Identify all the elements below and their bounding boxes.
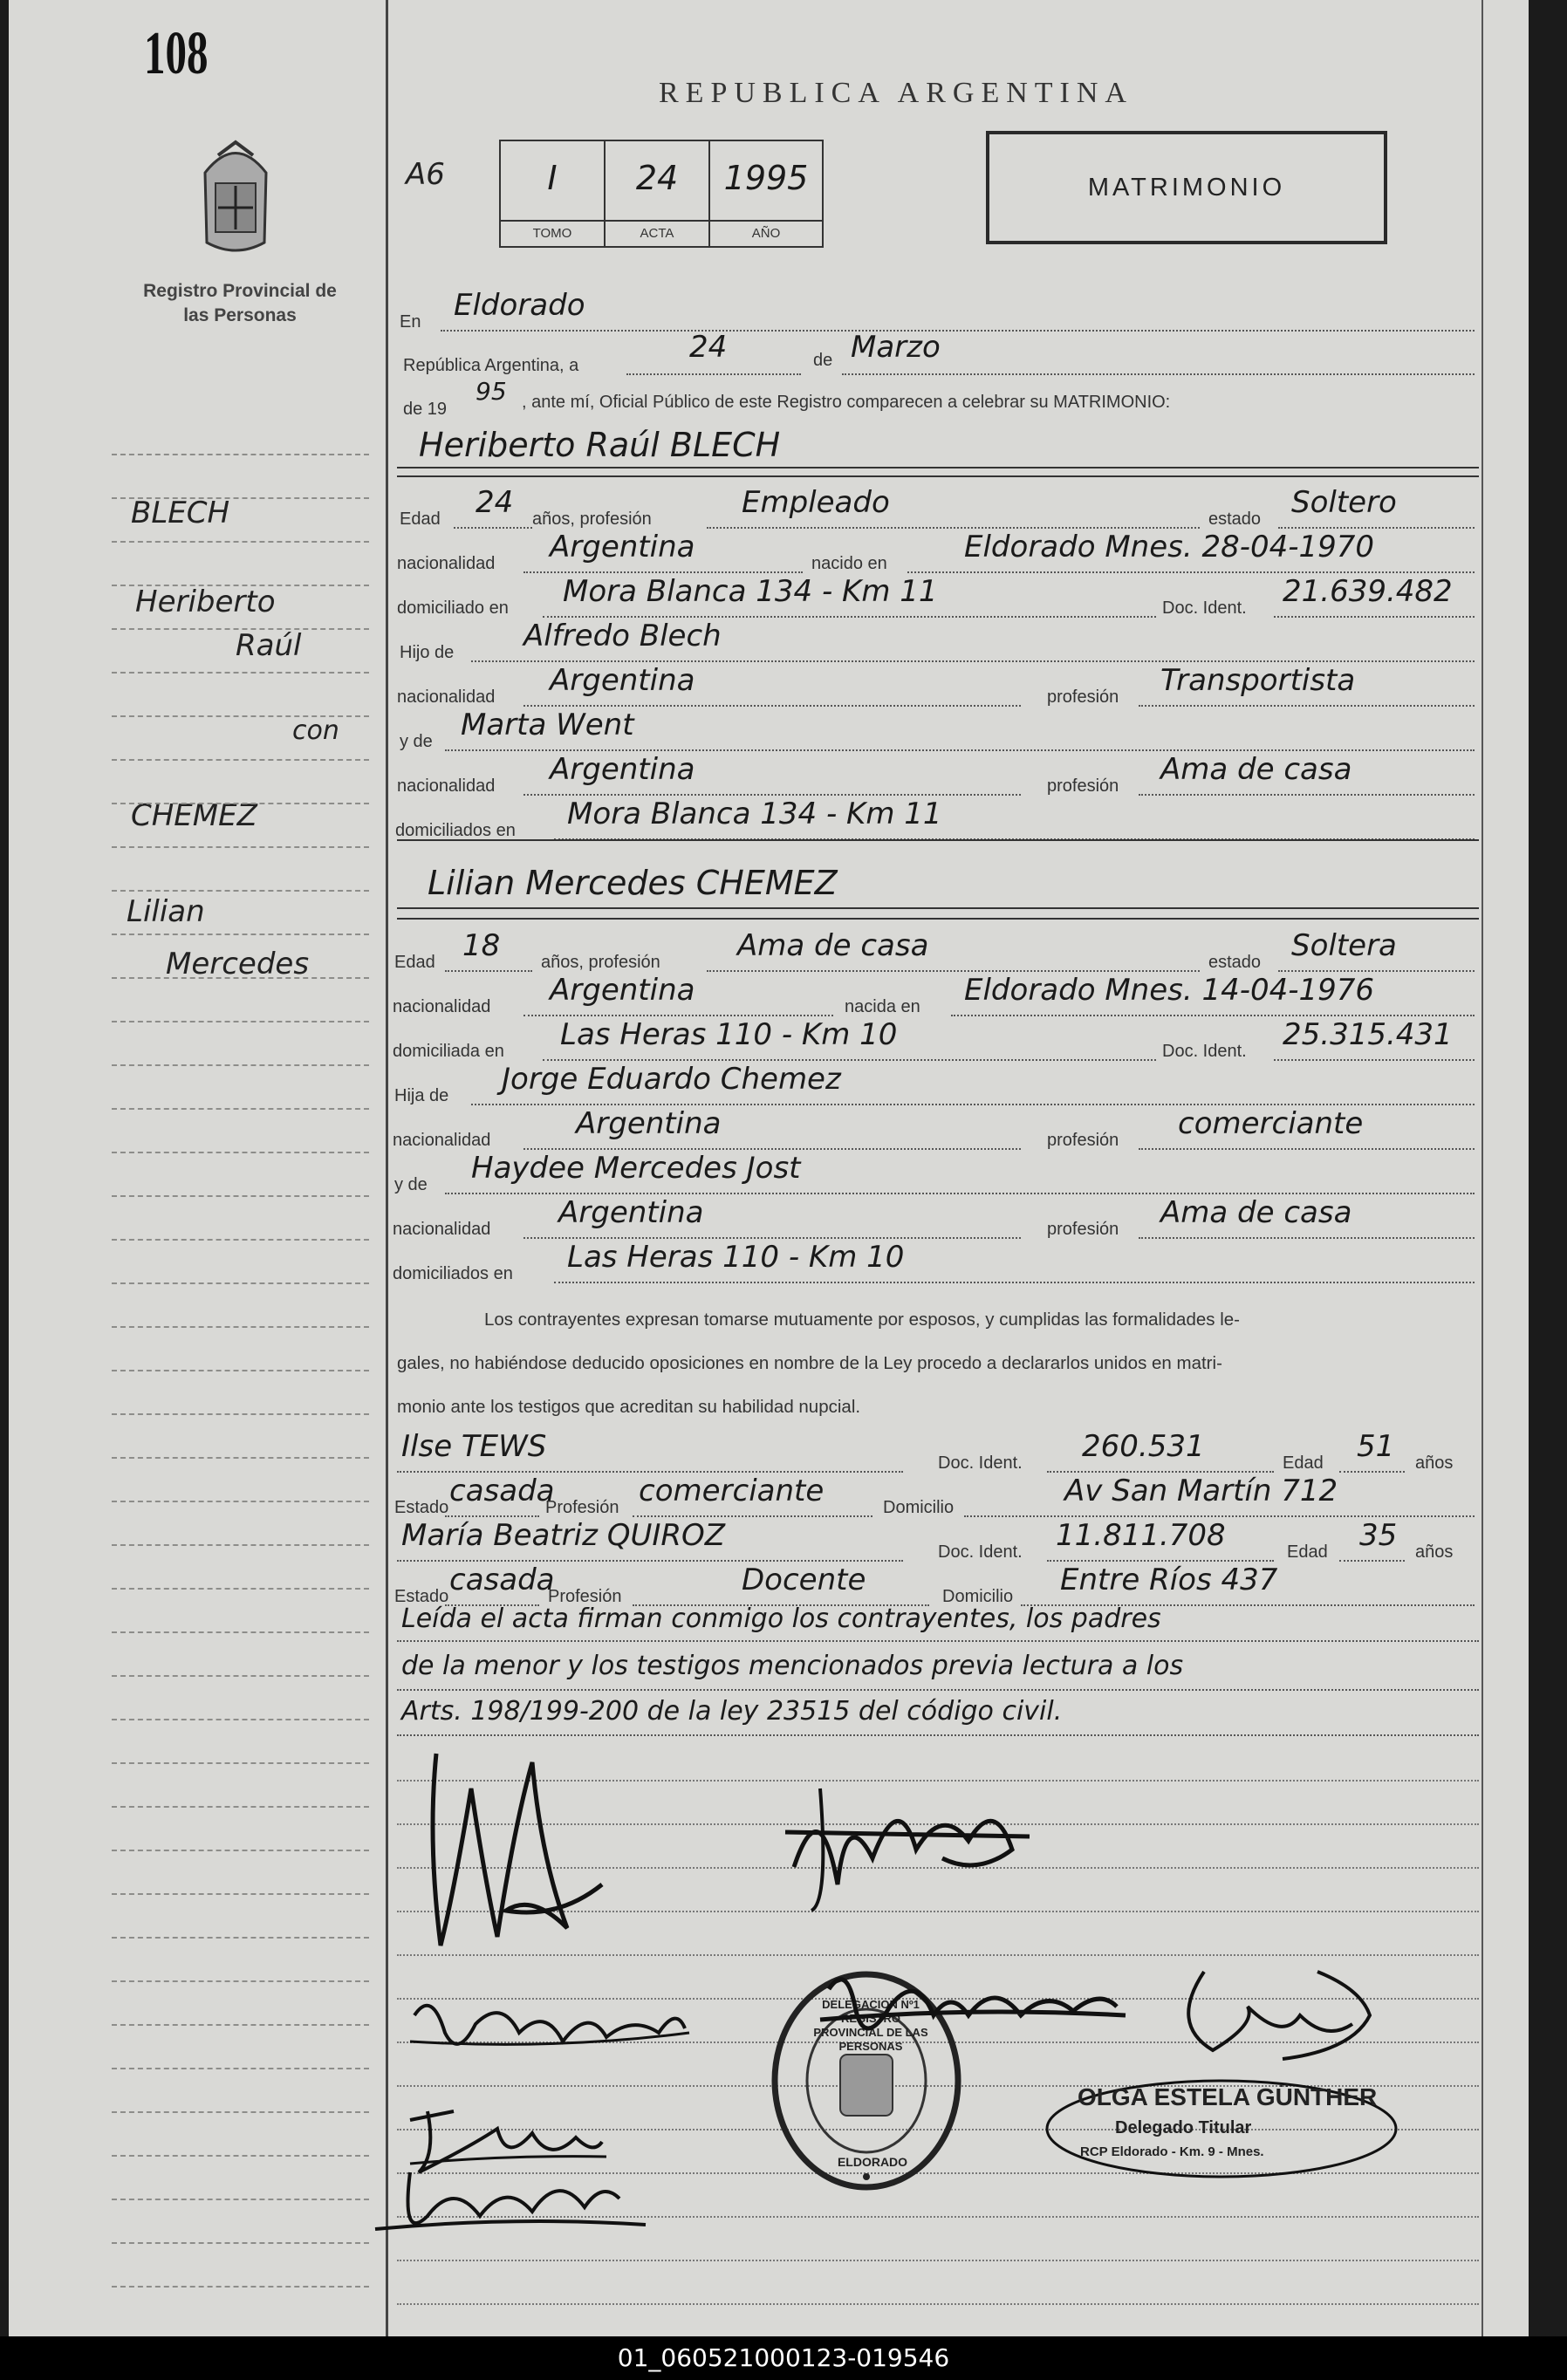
witness2-estado-label: Estado xyxy=(394,1587,449,1606)
groom-nacionalidad-label: nacionalidad xyxy=(397,554,496,573)
signature-official-2 xyxy=(1152,1954,1387,2076)
bride-nacionalidad-value: Argentina xyxy=(550,973,695,1008)
bride-name-line-2 xyxy=(397,918,1479,920)
groom-padre_prof-label: profesión xyxy=(1047,687,1119,707)
margin-rule xyxy=(112,2024,369,2026)
groom-profesion-line xyxy=(707,527,1200,529)
margin-rule xyxy=(112,628,369,630)
margin-rule xyxy=(112,1806,369,1808)
groom-madre_prof-value: Ama de casa xyxy=(1160,752,1352,787)
bride-domicilio-value: Las Heras 110 - Km 10 xyxy=(560,1017,898,1052)
margin-rule xyxy=(112,1282,369,1284)
margin-rule xyxy=(112,497,369,499)
acta-reference-box xyxy=(499,140,824,248)
witness2-doc-line xyxy=(1047,1560,1274,1562)
groom-padre_nac-value: Argentina xyxy=(550,663,695,698)
witness2-domicilio-label: Domicilio xyxy=(942,1587,1014,1606)
groom-padre_prof-value: Transportista xyxy=(1160,663,1356,698)
day-line xyxy=(626,373,801,375)
groom-edad-line xyxy=(454,527,532,529)
groom-madre_prof-line xyxy=(1139,794,1475,796)
witness1-domicilio-line xyxy=(964,1515,1475,1517)
acta-value: 24 xyxy=(635,159,679,197)
margin-rule xyxy=(112,1064,369,1066)
witness1-edad-line xyxy=(1339,1471,1405,1473)
tomo-cell xyxy=(501,141,606,220)
margin-rule xyxy=(112,1762,369,1764)
groom-domicilio-label: domiciliado en xyxy=(397,598,509,618)
bride-doc-value: 25.315.431 xyxy=(1283,1017,1453,1052)
margin-rule xyxy=(112,1937,369,1939)
margin-rule xyxy=(112,1152,369,1153)
bride-padre_nac-line xyxy=(523,1148,1021,1150)
place-line xyxy=(441,330,1475,332)
groom-padres_dom-value: Mora Blanca 134 - Km 11 xyxy=(567,797,942,831)
signature-official-1 xyxy=(768,1754,1047,1928)
acta-label: ACTA xyxy=(606,220,710,246)
bride-domicilio-line xyxy=(543,1059,1156,1061)
month-de-label: de xyxy=(813,351,833,370)
closing-rule-1 xyxy=(397,1640,1479,1642)
groom-doc-value: 21.639.482 xyxy=(1283,574,1453,609)
official-office: RCP Eldorado - Km. 9 - Mnes. xyxy=(1080,2144,1264,2159)
witness1-profesion-label: Profesión xyxy=(545,1498,619,1517)
margin-name-groom-1: Heriberto xyxy=(135,585,276,619)
groom-edad-label: Edad xyxy=(400,510,441,529)
bride-doc-label: Doc. Ident. xyxy=(1162,1042,1247,1061)
bride-nacida-value: Eldorado Mnes. 14-04-1976 xyxy=(964,973,1375,1008)
groom-padre_nac-line xyxy=(523,705,1021,707)
signature-groom xyxy=(401,1736,628,1980)
groom-estado-line xyxy=(1278,527,1475,529)
margin-rule xyxy=(112,2111,369,2113)
margin-rule xyxy=(112,541,369,543)
right-divider xyxy=(1481,0,1483,2336)
ano-value: 1995 xyxy=(723,159,809,197)
registry-name: Registro Provincial de las Personas xyxy=(143,281,337,325)
bride-edad-line xyxy=(445,970,532,972)
margin-rule xyxy=(112,934,369,935)
margin-rule xyxy=(112,2286,369,2288)
margin-rule xyxy=(112,1326,369,1328)
witness1-name-line xyxy=(397,1471,903,1473)
margin-rule xyxy=(112,1719,369,1720)
margin-rule xyxy=(112,846,369,848)
margin-rule xyxy=(112,2068,369,2069)
bride-padre_prof-value: comerciante xyxy=(1178,1106,1364,1141)
declaration-line-3: monio ante los testigos que acreditan su habilidad nupcial. xyxy=(397,1397,861,1417)
month-value: Marzo xyxy=(851,330,941,365)
margin-rule xyxy=(112,977,369,979)
margin-rule xyxy=(112,715,369,717)
closing-line-2: de la menor y los testigos mencionados previa lectura a los xyxy=(401,1651,1184,1681)
tomo-label: TOMO xyxy=(501,220,606,246)
bride-edad-value: 18 xyxy=(462,928,501,963)
witness1-anos-label: años xyxy=(1415,1453,1454,1473)
margin-rule xyxy=(112,1195,369,1197)
groom-padre_prof-line xyxy=(1139,705,1475,707)
document-type-box: MATRIMONIO xyxy=(986,131,1387,244)
groom-profesion-label: años, profesión xyxy=(532,510,652,529)
groom-domicilio-line xyxy=(543,616,1156,618)
margin-rule xyxy=(112,1631,369,1633)
year-prefix: de 19 xyxy=(403,400,448,419)
signature-witness-2 xyxy=(358,2155,654,2251)
groom-edad-value: 24 xyxy=(476,485,514,520)
bride-profesion-value: Ama de casa xyxy=(737,928,929,963)
bride-domicilio-label: domiciliada en xyxy=(393,1042,504,1061)
seal-text: DELEGACION Nº1 REGISTRO PROVINCIAL DE LAS PERSONAS xyxy=(813,1998,928,2053)
bride-madre_nac-label: nacionalidad xyxy=(393,1220,491,1239)
bride-nacionalidad-label: nacionalidad xyxy=(393,997,491,1016)
witness1-edad-value: 51 xyxy=(1357,1429,1395,1464)
margin-rule xyxy=(112,1108,369,1110)
bride-madre_nac-value: Argentina xyxy=(558,1195,704,1230)
margin-name-bride-2: Mercedes xyxy=(166,947,310,981)
margin-rule xyxy=(112,2155,369,2157)
witness2-anos-label: años xyxy=(1415,1542,1454,1562)
witness1-domicilio-value: Av San Martín 712 xyxy=(1064,1474,1338,1508)
en-label: En xyxy=(400,312,421,332)
official-name: OLGA ESTELA GÜNTHER xyxy=(1078,2083,1378,2110)
witness2-name-line xyxy=(397,1560,903,1562)
groom-padre-label: Hijo de xyxy=(400,643,455,662)
closing-line-3: Arts. 198/199-200 de la ley 23515 del código civil. xyxy=(401,1696,1063,1727)
margin-name-bride-1: Lilian xyxy=(127,894,205,929)
margin-rule xyxy=(112,759,369,761)
bride-profesion-line xyxy=(707,970,1200,972)
witness1-doc-label: Doc. Ident. xyxy=(938,1453,1023,1473)
groom-padre-line xyxy=(471,660,1475,662)
witness1-edad-label: Edad xyxy=(1283,1453,1324,1473)
groom-estado-label: estado xyxy=(1208,510,1262,529)
declaration-line-1: Los contrayentes expresan tomarse mutuamente por esposos, y cumplidas las formalidades le- xyxy=(484,1310,1240,1330)
margin-rule xyxy=(112,672,369,674)
witness2-edad-value: 35 xyxy=(1359,1518,1398,1553)
groom-madre_nac-label: nacionalidad xyxy=(397,776,496,796)
bride-padres_dom-line xyxy=(554,1282,1475,1283)
seal-city: ELDORADO xyxy=(837,2155,908,2169)
witness2-profesion-label: Profesión xyxy=(548,1587,622,1606)
closing-line-1: Leída el acta firman conmigo los contrayentes, los padres xyxy=(401,1604,1161,1634)
witness1-doc-line xyxy=(1047,1471,1274,1473)
bride-madre_prof-value: Ama de casa xyxy=(1160,1195,1352,1230)
bride-profesion-label: años, profesión xyxy=(541,953,660,972)
margin-rule xyxy=(112,454,369,455)
bride-madre-line xyxy=(445,1193,1475,1194)
bride-padre_prof-label: profesión xyxy=(1047,1131,1119,1150)
bride-madre_nac-line xyxy=(523,1237,1021,1239)
groom-name-line-2 xyxy=(397,475,1479,477)
groom-madre-label: y de xyxy=(400,732,433,751)
witness2-domicilio-value: Entre Ríos 437 xyxy=(1060,1563,1278,1597)
witness2-edad-label: Edad xyxy=(1287,1542,1328,1562)
bride-padre_nac-value: Argentina xyxy=(576,1106,722,1141)
bride-madre_prof-label: profesión xyxy=(1047,1220,1119,1239)
bride-estado-label: estado xyxy=(1208,953,1262,972)
groom-nacido-line xyxy=(907,571,1475,573)
margin-surname-groom: BLECH xyxy=(131,496,230,530)
groom-padre-value: Alfredo Blech xyxy=(523,619,722,653)
bride-padre-value: Jorge Eduardo Chemez xyxy=(502,1062,841,1097)
groom-nacionalidad-value: Argentina xyxy=(550,530,695,564)
groom-full-name: Heriberto Raúl BLECH xyxy=(419,426,781,464)
annotation-mark: A6 xyxy=(406,157,445,192)
bride-madre-label: y de xyxy=(394,1175,428,1194)
margin-divider xyxy=(386,0,388,2336)
margin-rule xyxy=(112,1457,369,1459)
month-line xyxy=(842,373,1475,375)
margin-rule xyxy=(112,1239,369,1241)
margin-rule xyxy=(112,585,369,586)
bride-padres_dom-value: Las Heras 110 - Km 10 xyxy=(567,1240,905,1275)
witness1-domicilio-label: Domicilio xyxy=(883,1498,955,1517)
image-code-footer: 01_060521000123-019546 xyxy=(0,2336,1567,2380)
bride-padre_nac-label: nacionalidad xyxy=(393,1131,491,1150)
bride-estado-value: Soltera xyxy=(1291,928,1397,963)
groom-padre_nac-label: nacionalidad xyxy=(397,687,496,707)
margin-rule xyxy=(112,1413,369,1415)
groom-padres_dom-label: domiciliados en xyxy=(395,821,516,840)
bride-name-line xyxy=(397,907,1479,909)
bride-estado-line xyxy=(1278,970,1475,972)
margin-surname-bride: CHEMEZ xyxy=(131,798,257,833)
margin-rule xyxy=(112,1370,369,1371)
groom-name-line xyxy=(397,467,1479,468)
bride-full-name: Lilian Mercedes CHEMEZ xyxy=(428,864,838,902)
witness2-estado-value: casada xyxy=(449,1563,555,1597)
groom-doc-line xyxy=(1274,616,1475,618)
bride-padre_prof-line xyxy=(1139,1148,1475,1150)
witness2-doc-label: Doc. Ident. xyxy=(938,1542,1023,1562)
bride-nacida-line xyxy=(951,1015,1475,1016)
witness1-name-value: Ilse TEWS xyxy=(401,1429,547,1464)
signature-rule xyxy=(397,2260,1479,2261)
witness1-doc-value: 260.531 xyxy=(1082,1429,1205,1464)
margin-name-groom-2: Raúl xyxy=(236,628,302,663)
bride-nacida-label: nacida en xyxy=(845,997,920,1016)
signature-father-bride xyxy=(803,1954,1134,2059)
groom-profesion-value: Empleado xyxy=(742,485,890,520)
witness2-edad-line xyxy=(1339,1560,1405,1562)
intro-text: , ante mí, Oficial Público de este Registro comparecen a celebrar su MATRIMONIO: xyxy=(522,393,1171,412)
groom-nacionalidad-line xyxy=(523,571,803,573)
bride-padres_dom-label: domiciliados en xyxy=(393,1264,513,1283)
groom-madre_prof-label: profesión xyxy=(1047,776,1119,796)
ano-cell xyxy=(710,141,822,220)
margin-rule xyxy=(112,1850,369,1851)
margin-rule xyxy=(112,1021,369,1022)
margin-rule xyxy=(112,1675,369,1677)
margin-rule xyxy=(112,2199,369,2200)
margin-rule xyxy=(112,1544,369,1546)
bride-padre-line xyxy=(471,1104,1475,1105)
witness1-profesion-value: comerciante xyxy=(639,1474,825,1508)
groom-madre_nac-line xyxy=(523,794,1021,796)
margin-column xyxy=(9,0,375,2336)
bride-madre-value: Haydee Mercedes Jost xyxy=(471,1151,801,1186)
place-value: Eldorado xyxy=(454,288,585,323)
ano-label: AÑO xyxy=(710,220,822,246)
witness2-profesion-value: Docente xyxy=(742,1563,866,1597)
official-title: Delegado Titular xyxy=(1115,2118,1252,2137)
registry-seal-icon xyxy=(196,138,275,260)
year-suffix: 95 xyxy=(476,377,507,406)
margin-rule xyxy=(112,890,369,892)
page-number: 108 xyxy=(144,20,209,87)
groom-madre_nac-value: Argentina xyxy=(550,752,695,787)
margin-rule xyxy=(112,1893,369,1895)
groom-madre-value: Marta Went xyxy=(461,708,634,742)
bride-edad-label: Edad xyxy=(394,953,435,972)
groom-estado-value: Soltero xyxy=(1291,485,1397,520)
witness1-estado-value: casada xyxy=(449,1474,555,1508)
witness2-name-value: María Beatriz QUIROZ xyxy=(401,1518,726,1553)
bride-top-line xyxy=(397,839,1479,841)
witness1-profesion-line xyxy=(633,1515,872,1517)
margin-rule xyxy=(112,1980,369,1982)
signature-bride xyxy=(397,1980,694,2076)
margin-rule xyxy=(112,2242,369,2244)
margin-connector: con xyxy=(292,715,339,746)
bride-padre-label: Hija de xyxy=(394,1086,449,1105)
groom-madre-line xyxy=(445,749,1475,751)
tomo-value: I xyxy=(547,159,558,197)
country-title: REPUBLICA ARGENTINA xyxy=(659,77,1133,109)
signature-rule xyxy=(397,2303,1479,2305)
groom-nacido-value: Eldorado Mnes. 28-04-1970 xyxy=(964,530,1375,564)
margin-rule xyxy=(112,803,369,804)
witness2-doc-value: 11.811.708 xyxy=(1056,1518,1226,1553)
republica-label: República Argentina, a xyxy=(403,356,579,375)
groom-domicilio-value: Mora Blanca 134 - Km 11 xyxy=(563,574,938,609)
bride-nacionalidad-line xyxy=(523,1015,833,1016)
declaration-line-2: gales, no habiéndose deducido oposiciones en nombre de la Ley procedo a declararlos unidos en matri- xyxy=(397,1353,1222,1373)
closing-rule-2 xyxy=(397,1689,1479,1691)
bride-madre_prof-line xyxy=(1139,1237,1475,1239)
groom-nacido-label: nacido en xyxy=(811,554,887,573)
document-page xyxy=(9,0,1529,2336)
acta-cell xyxy=(606,141,710,220)
witness1-estado-line xyxy=(445,1515,539,1517)
margin-rule xyxy=(112,1588,369,1590)
day-value: 24 xyxy=(689,330,728,365)
groom-doc-label: Doc. Ident. xyxy=(1162,598,1247,618)
margin-rule xyxy=(112,1501,369,1502)
witness1-estado-label: Estado xyxy=(394,1498,449,1517)
bride-doc-line xyxy=(1274,1059,1475,1061)
